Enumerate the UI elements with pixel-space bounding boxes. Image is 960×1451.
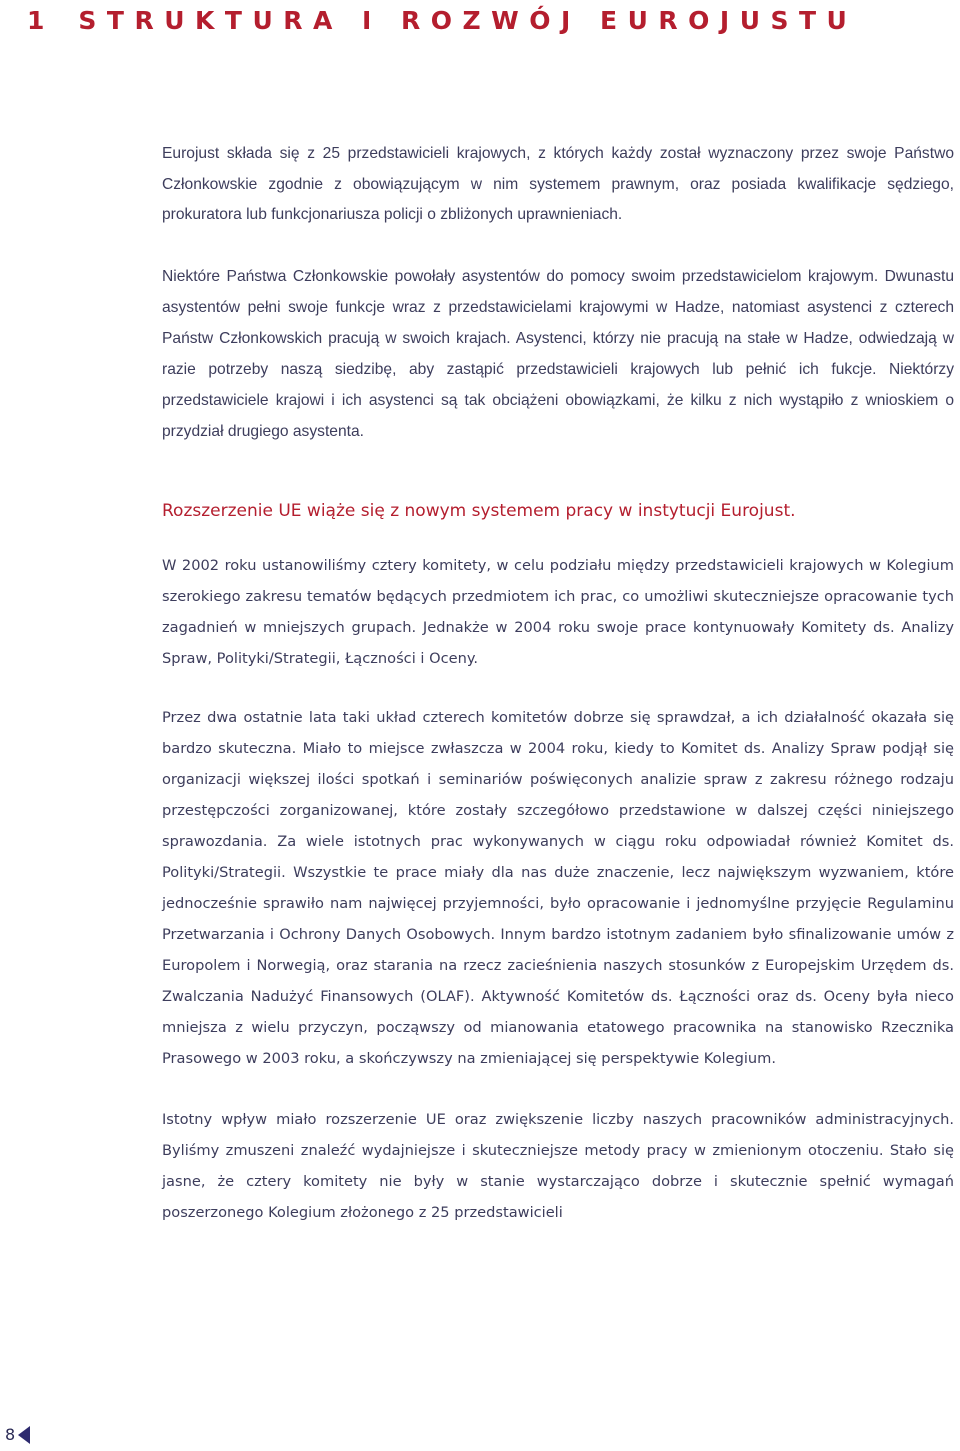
chapter-title: STRUKTURA I ROZWÓJ EUROJUSTU [78, 6, 858, 35]
chapter-number: 1 [27, 6, 45, 35]
paragraph-committees: W 2002 roku ustanowiliśmy cztery komitety, w celu podziału między przedstawicieli krajowych w Kolegium szerokiego zakresu tematów będących przedmiotem ich prac, co umożliwi skuteczniejsze opracowanie tych zagadnień w mniejszych grupach. Jednakże w 2004 roku swoje prace kontynuowały Komitety ds. Analizy Spraw, Polityki/Strategii, Łączności i Oceny. [162, 556, 954, 667]
body-content [162, 139, 954, 1228]
chapter-heading [27, 6, 857, 35]
page-number: 8 [5, 1425, 16, 1444]
highlight-statement: Rozszerzenie UE wiąże się z nowym systemem pracy w instytucji Eurojust. [162, 500, 796, 521]
paragraph-representatives: Eurojust składa się z 25 przedstawicieli krajowych, z których każdy został wyznaczony przez swoje Państwo Członkowskie zgodnie z obowiązującym w nim systemem prawnym, oraz posiada kwalifikacje sędziego, prokuratora lub funkcjonariusza policji o zbliżonych uprawnieniach. [162, 145, 954, 223]
page-footer [5, 1425, 30, 1444]
paragraph-assistants: Niektóre Państwa Członkowskie powołały asystentów do pomocy swoim przedstawicielom krajowym. Dwunastu asystentów pełni swoje funkcje wraz z przedstawicielami krajowymi w Hadze, natomiast asystenci z czterech Państw Członkowskich pracują w swoich krajach. Asystenci, którzy nie pracują na stałe w Hadze, odwiedzają w razie potrzeby naszą siedzibę, aby zastąpić przedstawicieli krajowych lub pełnić ich fukcje. Niektórzy przedstawiciele krajowi i ich asystenci są tak obciążeni obowiązkami, że kilku z nich wystąpiło z wnioskiem o przydział drugiego asystenta. [162, 267, 954, 440]
paragraph-committee-activity: Przez dwa ostatnie lata taki układ czterech komitetów dobrze się sprawdzał, a ich działalność okazała się bardzo skuteczna. Miało to miejsce zwłaszcza w 2004 roku, kiedy to Komitet ds. Analizy Spraw podjął się organizacji większej ilości spotkań i seminariów poświęconych analizie spraw z zakresu różnego rodzaju przestępczości zorganizowanej, które zostały szczegółowo przedstawione w dalszej części niniejszego sprawozdania. Za wiele istotnych prac wykonywanych w ciągu roku odpowiadał również Komitet ds. Polityki/Strategii. Wszystkie te prace miały dla nas duże znaczenie, lecz największym wyzwaniem, które jednocześnie sprawiło nam najwięcej przyjemności, było opracowanie i jednomyślne przyjęcie Regulaminu Przetwarzania i Ochrony Danych Osobowych. Innym bardzo istotnym zadaniem było sfinalizowanie umów z Europolem i Norwegią, oraz starania na rzecz zacieśnienia naszych stosunków z Europejskim Urzędem ds. Zwalczania Nadużyć Finansowych (OLAF). Aktywność Komitetów ds. Łączności oraz ds. Oceny była nieco mniejsza z wielu przyczyn, począwszy od mianowania etatowego pracownika na stanowisko Rzecznika Prasowego w 2003 roku, a skończywszy na zmieniającej się perspektywie Kolegium. [162, 708, 954, 1067]
triangle-left-icon [18, 1426, 30, 1444]
paragraph-enlargement-impact: Istotny wpływ miało rozszerzenie UE oraz zwiększenie liczby naszych pracowników administracyjnych. Byliśmy zmuszeni znaleźć wydajniejsze i skuteczniejsze metody pracy w zmienionym otoczeniu. Stało się jasne, że cztery komitety nie były w stanie wystarczająco dobrze i skutecznie spełnić wymagań poszerzonego Kolegium złożonego z 25 przedstawicieli [162, 1110, 954, 1221]
